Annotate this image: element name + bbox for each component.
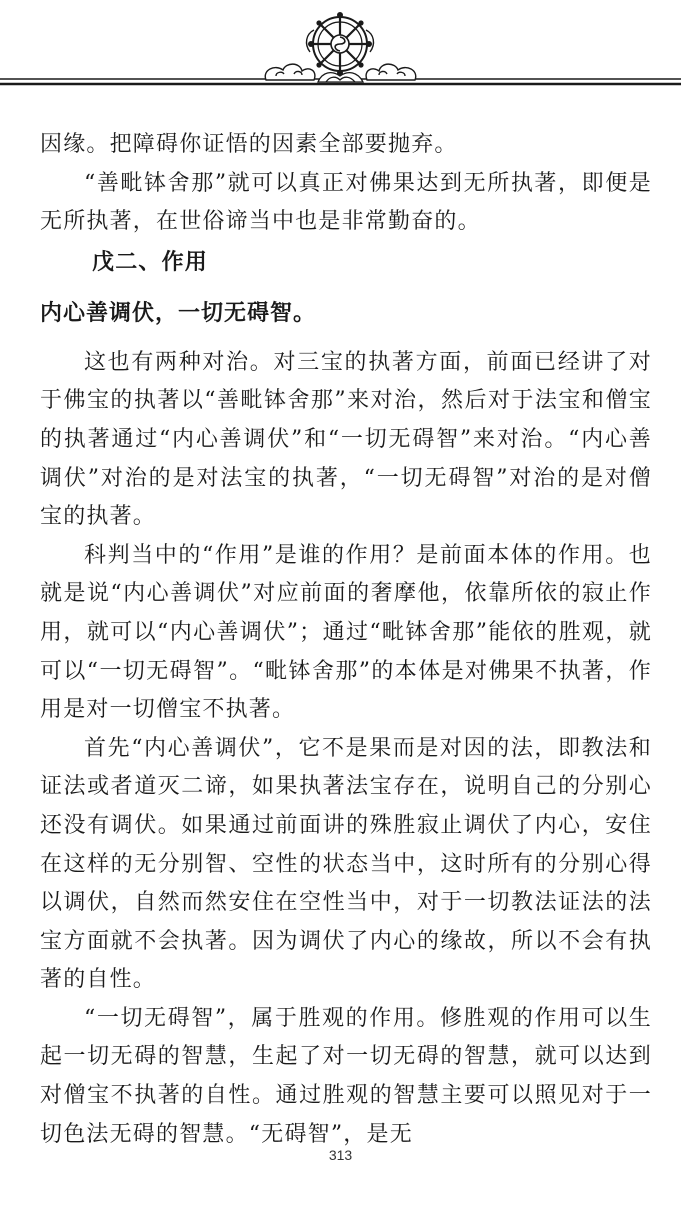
page-body [40,126,652,1154]
auspicious-cloud-icon [265,64,315,80]
paragraph: 这也有两种对治。对三宝的执著方面，前面已经讲了对于佛宝的执著以“善毗钵舍那”来对治，然后对于法宝和僧宝的执著通过“内心善调伏”和“一切无碍智”来对治。“内心善调伏”对治的是对法宝的执著，“一切无碍智”对治的是对僧宝的执著。 [40,349,652,530]
paragraph: 科判当中的“作用”是谁的作用？是前面本体的作用。也就是说“内心善调伏”对应前面的奢摩他，依靠所依的寂止作用，就可以“内心善调伏”；通过“毗钵舍那”能依的胜观，就可以“一切无碍智”。“毗钵舍那”的本体是对佛果不执著，作用是对一切僧宝不执著。 [40,542,652,723]
paragraph: 首先“内心善调伏”，它不是果而是对因的法，即教法和证法或者道灭二谛，如果执著法宝存在，说明自己的分别心还没有调伏。如果通过前面讲的殊胜寂止调伏了内心，安住在这样的无分别智、空性的状态当中，这时所有的分别心得以调伏，自然而然安住在空性当中，对于一切教法证法的法宝方面就不会执著。因为调伏了内心的缘故，所以不会有执著的自性。 [40,735,652,993]
dharma-wheel-icon [307,12,374,76]
paragraph: “一切无碍智”，属于胜观的作用。修胜观的作用可以生起一切无碍的智慧，生起了对一切无碍的智慧，就可以达到对僧宝不执著的自性。通过胜观的智慧主要可以照见对于一切色法无碍的智慧。“无碍智”，是无 [40,1005,652,1147]
auspicious-cloud-icon [366,64,416,80]
paragraph-continuation: 因缘。把障碍你证悟的因素全部要抛弃。 [40,132,458,157]
verse-line: 内心善调伏，一切无碍智。 [40,300,317,326]
header-ornament [0,0,681,110]
paragraph: “善毗钵舍那”就可以真正对佛果达到无所执著，即便是无所执著，在世俗谛当中也是非常勤奋的。 [40,170,652,235]
page-number: 313 [328,1147,353,1163]
section-heading: 戊二、作用 [92,249,209,275]
